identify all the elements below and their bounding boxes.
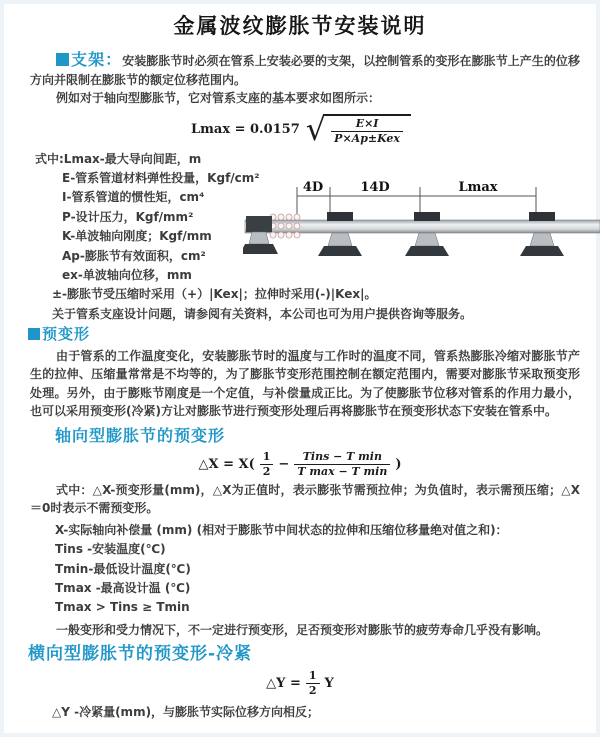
parameter-line: Tmax > Tins ≥ Tmin (55, 600, 190, 615)
axial-formula (0, 451, 600, 478)
general-note: 一般变形和受力情况下，不一定进行预变形，足否预变形对膨胀节的疲劳寿命几乎没有影响。 (56, 622, 549, 637)
definition-item: 式中:Lmax-最大导向间距，m (35, 151, 202, 166)
fraction-numerator: 1 (306, 670, 320, 684)
dim-label-lmax: Lmax (458, 179, 498, 195)
one-half-fraction (260, 451, 274, 478)
fraction-numerator: Tins − T min (294, 451, 390, 465)
service-note: 关于管系支座设计问题，请参阅有关资料，本公司也可为用户提供咨询等服务。 (52, 306, 473, 321)
plus-minus-note: ±-膨胀节受压缩时采用（+）|Kex|；拉伸时采用(-)|Kex|。 (52, 287, 377, 302)
fraction-denominator: 2 (262, 464, 271, 478)
fraction-denominator: T max − T min (297, 464, 388, 478)
guide-support-icon (405, 212, 449, 256)
parameter-line: Tmin-最低设计温度(℃) (55, 561, 191, 576)
definition-item: P-设计压力，Kgf/mm² (62, 209, 194, 224)
page-title: 金属波纹膨胀节安装说明 (173, 14, 427, 38)
support-paragraph (30, 51, 580, 89)
sqrt-icon: √ (305, 109, 327, 148)
section-square-icon (56, 53, 69, 66)
dim-label-14d: 14D (360, 179, 390, 195)
axial-formula-prefix: △X = X( (198, 456, 255, 472)
lateral-formula-suffix: Y (324, 676, 334, 692)
guide-spacing-formula (0, 109, 600, 148)
section-support-heading: 支架： (71, 50, 123, 69)
lateral-formula-prefix: △Y = (266, 676, 301, 692)
formula-numerator: E×I (331, 118, 403, 132)
axial-formula-suffix: ) (395, 456, 402, 472)
formula-denominator: P×Ap±Kex (334, 132, 400, 145)
parameter-line: Tins -安装温度(℃) (55, 542, 166, 557)
pre-deform-heading (28, 325, 600, 343)
formula-under-root (323, 114, 411, 145)
pipe-support-diagram (243, 176, 600, 276)
section-square-icon (28, 328, 40, 340)
parameter-list (55, 521, 580, 618)
dim-label-4d: 4D (302, 179, 324, 195)
formula-lhs: Lmax = 0.0157 (191, 122, 300, 137)
pre-deform-paragraph: 由于管系的工作温度变化，安装膨胀节时的温度与工作时的温度不同，管系热膨胀冷缩对膨胀节产生的拉伸、压缩量常常是不均等的，为了膨胀节变形范围控制在额定范围内，需要对膨胀节采取预变形处理。另外，由于膨账节刚度是一个定值，与补偿量成正比。为了使膨胀节位移对管系的作用力最小，也可以采用预变形(冷紧)方让对膨胀节进行预变形处理后再将膨胀节在预变形状态下安装在管系中。 (30, 348, 580, 418)
parameter-line: X-实际轴向补偿量 (mm) (相对于膨胀节中间状态的拉伸和压缩位移量绝对值之和)： (55, 522, 508, 537)
support-example-text: 例如对于轴向型膨胀节，它对管系支座的基本要求如图所示： (56, 91, 381, 105)
fraction-denominator: 2 (308, 684, 317, 698)
guide-support-icon (318, 212, 362, 256)
parameter-line: Tmax -最高设计温 (℃) (55, 580, 191, 595)
minus-operator: − (278, 456, 290, 472)
guide-support-icon (520, 212, 564, 256)
definition-item: E-管系管道材料弹性投量，Kgf/cm² (62, 170, 260, 185)
support-intro-text: 安装膨胀节时必须在管系上安装必要的支架，以控制管系的变形在膨胀节上产生的位移方向并限制在膨胀节的额定位移范围内。 (30, 54, 580, 87)
definition-item: K-单波轴向刚度；Kgf/mm (62, 229, 212, 244)
cold-tighten-note: △Y -冷紧量(mm)，与膨胀节实际位移方向相反； (52, 705, 320, 720)
fraction-numerator: 1 (260, 451, 274, 465)
temperature-fraction (294, 451, 390, 478)
definition-item: Ap-膨胀节有效面积，cm² (62, 248, 206, 263)
definition-item: ex-单波轴向位移，mm (62, 267, 192, 282)
axial-heading: 轴向型膨胀节的预变形 (55, 425, 226, 445)
lateral-heading: 横向型膨胀节的预变形-冷紧 (28, 644, 253, 665)
definition-item: I-管系管道的惯性矩，cm⁴ (62, 190, 205, 205)
lateral-formula (0, 670, 600, 697)
axial-formula-description: 式中：△X-预变形量(mm)，△X为正值时，表示膨张节需预拉伸；为负值时，表示需预压缩；△X＝0时表示不需预变形。 (30, 482, 580, 516)
one-half-fraction (306, 670, 320, 697)
definitions-and-diagram (35, 150, 580, 322)
pre-deform-heading-label: 预变形 (42, 324, 91, 343)
